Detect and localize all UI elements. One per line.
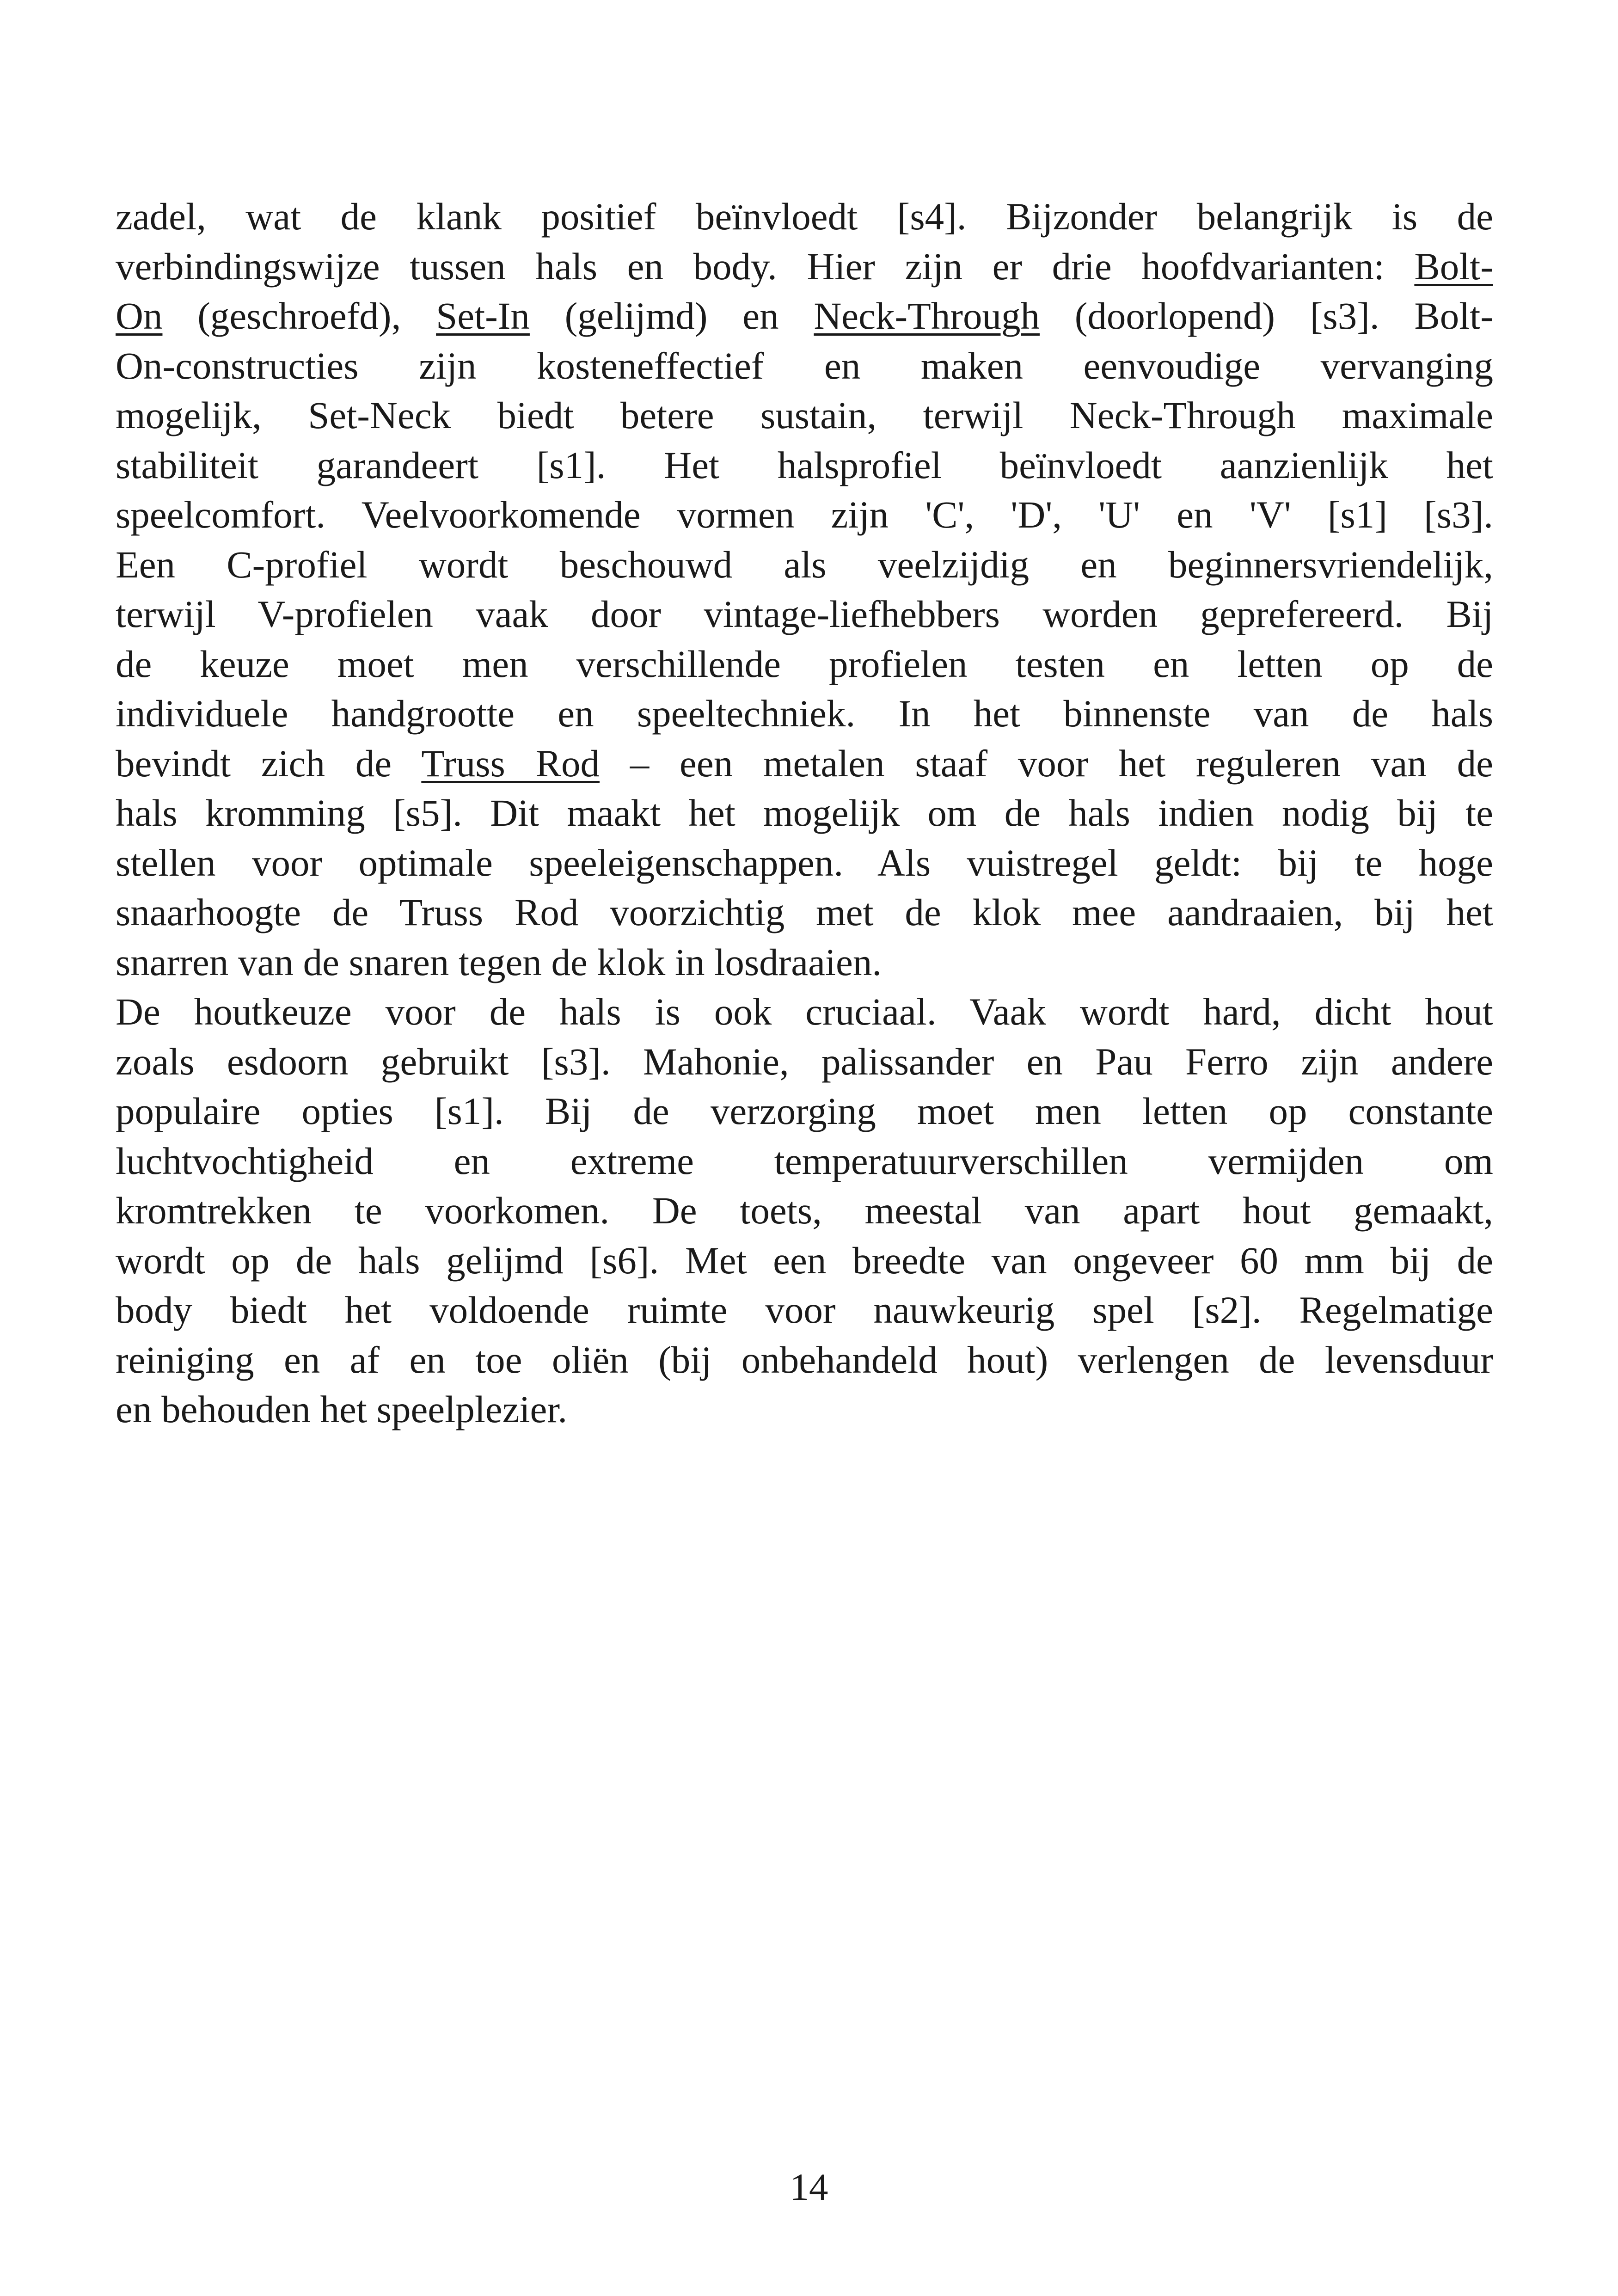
term-link[interactable]: Neck-Through [814, 295, 1040, 337]
text-line [116, 1335, 1493, 1385]
term-link[interactable]: Set-In [436, 295, 530, 337]
text-run: verbindingswijze tussen hals en body. Hier zijn er drie hoofdvarianten: [116, 245, 1415, 288]
text-run: – een metalen staaf voor het reguleren van de [599, 742, 1493, 785]
text-line [116, 589, 1493, 639]
text-line [116, 1136, 1493, 1186]
text-run: body biedt het voldoende ruimte voor nauwkeurig spel [s2]. Regelmatige [116, 1289, 1493, 1331]
text-run: (gelijmd) en [529, 295, 814, 337]
text-run: (doorlopend) [s3]. Bolt- [1039, 295, 1493, 337]
text-run: snarren van de snaren tegen de klok in losdraaien. [116, 940, 882, 983]
text-line [116, 192, 1493, 242]
text-run: reiniging en af en toe oliën (bij onbehandeld hout) verlengen de levensduur [116, 1338, 1493, 1381]
text-run: stabiliteit garandeert [s1]. Het halsprofiel beïnvloedt aanzienlijk het [116, 443, 1493, 486]
text-run: populaire opties [s1]. Bij de verzorging moet men letten op constante [116, 1090, 1493, 1132]
body-text [116, 192, 1493, 1435]
text-line [116, 341, 1493, 391]
text-line [116, 938, 1493, 988]
text-line [116, 788, 1493, 838]
text-run: snaarhoogte de Truss Rod voorzichtig met de klok mee aandraaien, bij het [116, 891, 1493, 933]
text-run: zoals esdoorn gebruikt [s3]. Mahonie, palissander en Pau Ferro zijn andere [116, 1040, 1493, 1083]
page-number: 14 [790, 2166, 828, 2208]
text-run: hals kromming [s5]. Dit maakt het mogelijk om de hals indien nodig bij te [116, 792, 1493, 834]
text-line [116, 639, 1493, 689]
text-line [116, 689, 1493, 739]
text-run: luchtvochtigheid en extreme temperatuurverschillen vermijden om [116, 1139, 1493, 1182]
text-run: terwijl V-profielen vaak door vintage-liefhebbers worden geprefereerd. Bij [116, 593, 1493, 635]
text-line [116, 1186, 1493, 1236]
text-run: zadel, wat de klank positief beïnvloedt [s4]. Bijzonder belangrijk is de [116, 195, 1493, 238]
text-line [116, 1385, 1493, 1435]
text-run: wordt op de hals gelijmd [s6]. Met een breedte van ongeveer 60 mm bij de [116, 1239, 1493, 1282]
text-line [116, 1285, 1493, 1335]
text-line [116, 1236, 1493, 1286]
term-link[interactable]: On [116, 295, 163, 337]
text-line [116, 540, 1493, 590]
text-line [116, 838, 1493, 888]
text-line [116, 987, 1493, 1037]
text-run: stellen voor optimale speeleigenschappen. Als vuistregel geldt: bij te hoge [116, 841, 1493, 884]
text-run: mogelijk, Set-Neck biedt betere sustain, terwijl Neck-Through maximale [116, 394, 1493, 436]
text-line [116, 242, 1493, 292]
term-link[interactable]: Bolt- [1414, 245, 1493, 288]
text-run: bevindt zich de [116, 742, 422, 785]
text-line [116, 888, 1493, 938]
text-run: de keuze moet men verschillende profielen testen en letten op de [116, 642, 1493, 685]
text-run: individuele handgrootte en speeltechniek. In het binnenste van de hals [116, 692, 1493, 735]
text-run: De houtkeuze voor de hals is ook cruciaal. Vaak wordt hard, dicht hout [116, 990, 1493, 1033]
paragraph [116, 987, 1493, 1435]
paragraph [116, 192, 1493, 987]
term-link[interactable]: Truss Rod [421, 742, 600, 785]
text-line [116, 391, 1493, 441]
text-line [116, 739, 1493, 789]
text-run: On-constructies zijn kosteneffectief en maken eenvoudige vervanging [116, 344, 1493, 387]
text-line [116, 291, 1493, 341]
text-run: speelcomfort. Veelvoorkomende vormen zijn 'C', 'D', 'U' en 'V' [s1] [s3]. [116, 493, 1493, 536]
text-line [116, 1087, 1493, 1136]
text-run: (geschroefd), [162, 295, 436, 337]
text-run: Een C-profiel wordt beschouwd als veelzijdig en beginnersvriendelijk, [116, 543, 1493, 586]
text-line [116, 441, 1493, 491]
text-run: en behouden het speelplezier. [116, 1388, 568, 1430]
text-run: kromtrekken te voorkomen. De toets, meestal van apart hout gemaakt, [116, 1189, 1493, 1232]
text-line [116, 1037, 1493, 1087]
text-line [116, 490, 1493, 540]
